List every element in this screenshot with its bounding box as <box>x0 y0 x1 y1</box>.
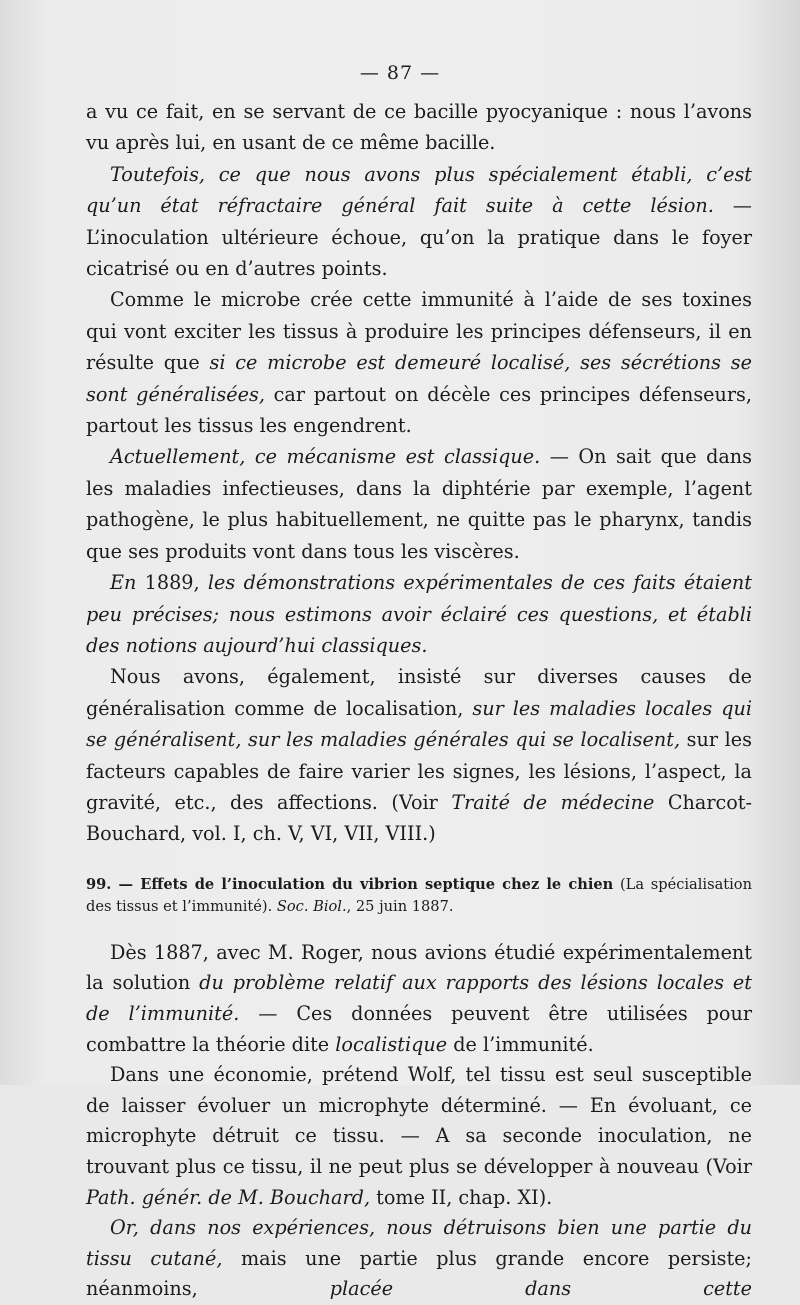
bibliography-entry <box>86 874 752 918</box>
paragraph-6 <box>86 661 752 849</box>
p6-mid: sur les facteurs capables de faire varier les signes, les lésions, l’aspect, la gravité, etc., des affections. (Voir <box>86 728 752 814</box>
p5-italic-a: En <box>110 571 137 595</box>
s2p2-italic: Path. génér. de M. Bouchard, <box>86 1185 371 1209</box>
s2p1-mid: — Ces données peuvent être utilisées pour combattre la théorie dite <box>86 1001 753 1056</box>
s2p1-start: Dès 1887, avec M. Roger, nous avions étudié expérimentalement la solution <box>86 940 752 995</box>
p6-italic2: Traité de médecine <box>451 790 655 814</box>
paragraph-2 <box>86 159 752 285</box>
entry-subtitle: (La spécialisation des tissus et l’immunité). <box>86 875 752 915</box>
s2-paragraph-1 <box>86 938 752 1060</box>
entry-journal: Soc. Biol. <box>276 897 347 915</box>
s2p3-italic2: placée dans cette <box>329 1277 752 1301</box>
body-text <box>86 96 752 1305</box>
s2p2-end: tome II, chap. XI). <box>370 1185 553 1209</box>
p2-italic: Toutefois, ce que nous avons plus spécialement établi, c’est qu’un état réfractaire général fait suite à cette lésion. <box>86 162 752 218</box>
paragraph-1 <box>86 96 752 159</box>
s2-paragraph-3 <box>86 1213 752 1305</box>
p3-start: Comme le microbe crée cette immunité à l’aide de ses toxines qui vont exciter les tissus à produire les principes défenseurs, il en résulte que <box>86 288 752 375</box>
p4-italic: Actuellement, ce mécanisme est classique. <box>110 445 541 469</box>
s2p2-start: Dans une économie, prétend Wolf, tel tissu est seul susceptible de laisser évoluer un microphyte déterminé. — En évoluant, ce microphyte détruit ce tissu. — A sa seconde inoculation, ne trouvant plus ce tissu, il ne peut plus se développer à nouveau (Voir <box>86 1063 752 1178</box>
entry-title: — Effets de l’inoculation du vibrion septique chez le chien <box>111 875 614 893</box>
p5-italic-b: les démonstrations expérimentales de ces faits étaient peu précises; nous estimons avoir éclairé ces questions, et établi des notions aujourd’hui classiques. <box>86 571 752 657</box>
s2p3-italic: Or, dans nos expériences, nous détruisons bien une partie du tissu cutané, <box>86 1216 752 1270</box>
entry-number: 99. <box>86 875 112 893</box>
paragraph-3 <box>86 284 752 441</box>
p6-start: Nous avons, également, insisté sur diverses causes de généralisation comme de localisation, <box>86 665 752 720</box>
s2p1-italic: du problème relatif aux rapports des lésions locales et de l’immunité. <box>86 971 752 1025</box>
p6-end: Charcot-Bouchard, vol. I, ch. V, VI, VII, VIII.) <box>86 790 752 846</box>
p6-italic: sur les maladies locales qui se généralisent, sur les maladies générales qui se localisent, <box>86 696 752 752</box>
paragraph-5 <box>86 567 752 661</box>
entry-date: , 25 juin 1887. <box>346 897 454 915</box>
s2p1-italic2: localistique <box>335 1032 448 1056</box>
p1-text: a vu ce fait, en se servant de ce bacille pyocyanique : nous l’avons vu après lui, en usant de ce même bacille. <box>86 100 752 155</box>
p2-rest: — L’inoculation ultérieure échoue, qu’on la pratique dans le foyer cicatrisé ou en d’autres points. <box>86 194 752 281</box>
p5-year: 1889, <box>136 571 208 595</box>
paragraph-4 <box>86 441 752 567</box>
s2p3-mid: mais une partie plus grande encore persiste; néanmoins, <box>86 1246 752 1301</box>
p4-rest: — On sait que dans les maladies infectieuses, dans la diphtérie par exemple, l’agent pathogène, le plus habituellement, ne quitte pas le pharynx, tandis que ses produits vont dans tous les viscères. <box>86 445 752 563</box>
p3-italic: si ce microbe est demeuré localisé, ses sécrétions se sont généralisées, <box>86 351 752 406</box>
page-number: — 87 — <box>359 62 441 84</box>
p3-end: car partout on décèle ces principes défenseurs, partout les tissus les engendrent. <box>86 382 752 438</box>
s2-paragraph-2 <box>86 1060 752 1213</box>
s2p1-end: de l’immunité. <box>447 1032 594 1056</box>
section-2 <box>86 938 752 1305</box>
